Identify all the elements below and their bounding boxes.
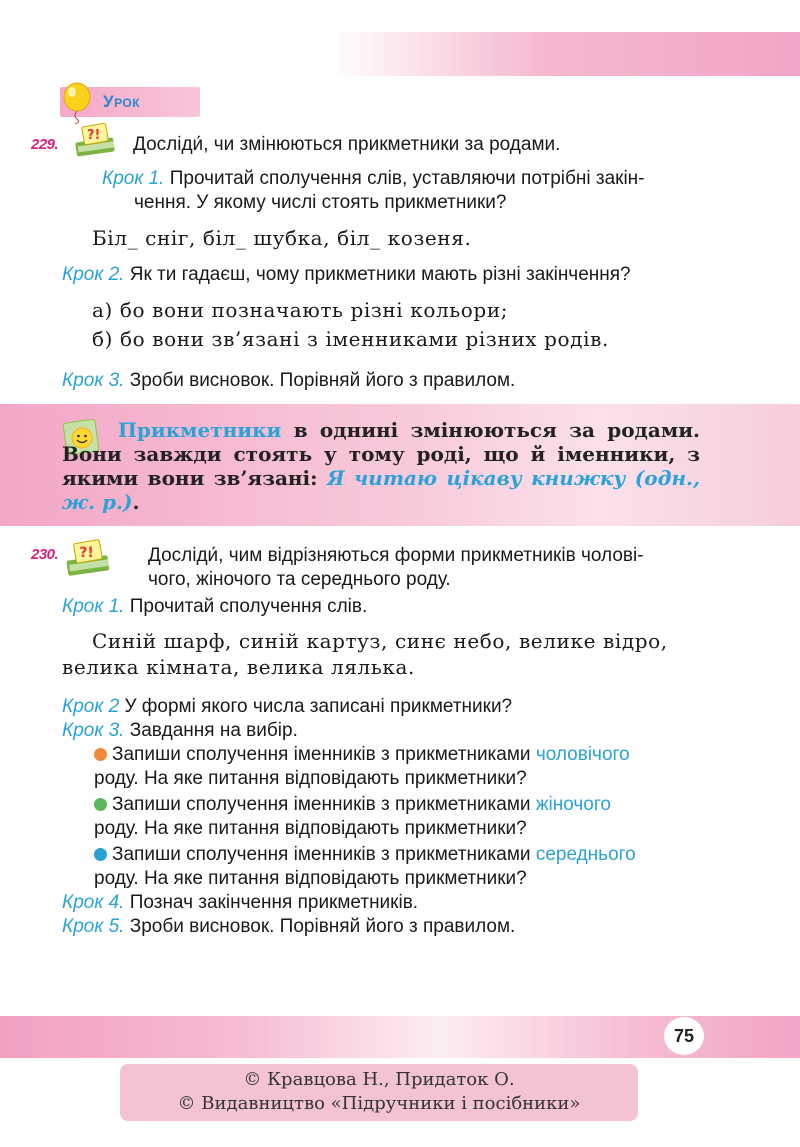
choice-3-line2: роду. На яке питання відповідають прикметники? <box>94 868 527 889</box>
step-text: Завдання на вибір. <box>129 720 298 741</box>
research-book-icon <box>73 122 119 160</box>
ex229-option-b: б) бо вони зв’язані з іменниками різних родів. <box>92 327 609 351</box>
ex229-step3 <box>62 368 515 393</box>
choice-3 <box>94 842 636 867</box>
exercise-230-title-line2: чого, жіночого та середнього роду. <box>148 569 451 590</box>
choice-text: Запиши сполучення іменників з прикметниками <box>112 844 536 865</box>
ex230-step4 <box>62 890 418 915</box>
step-text: Зроби висновок. Порівняй його з правилом. <box>129 370 516 391</box>
rule-example-end: книжку (одн., ж. р.) <box>62 466 700 514</box>
step-label: Крок 4. <box>62 892 125 913</box>
exercise-number-230: 230. <box>31 546 59 563</box>
choice-keyword: чоловічого <box>535 744 630 765</box>
step-label: Крок 2 <box>62 696 120 717</box>
copyright-authors: © Кравцова Н., Придаток О. <box>243 1069 515 1090</box>
ex229-option-a: а) бо вони позначають різні кольори; <box>92 298 509 322</box>
choice-1 <box>94 742 630 767</box>
ex229-step1 <box>102 166 712 191</box>
rule-example-bold: цікаву <box>446 466 522 490</box>
ex229-step1-cont: чення. У якому числі стоять прикметники? <box>134 192 507 213</box>
page-number: 75 <box>664 1017 704 1055</box>
step-label: Крок 3. <box>62 370 125 391</box>
step-label: Крок 1. <box>62 596 125 617</box>
step-text: Прочитай сполучення слів. <box>129 596 368 617</box>
copyright-publisher: © Видавництво «Підручники і посібники» <box>177 1093 581 1114</box>
step-label: Крок 2. <box>62 264 125 285</box>
research-book-icon <box>64 538 114 580</box>
step-text: Зроби висновок. Порівняй його з правилом. <box>129 916 516 937</box>
choice-2-line2: роду. На яке питання відповідають прикметники? <box>94 818 527 839</box>
exercise-230-title-line1: Досліди́, чим відрізняються форми прикметників чолові- <box>148 545 644 566</box>
ex229-step2 <box>62 262 631 287</box>
step-text: Познач закінчення прикметників. <box>129 892 419 913</box>
rule-period: . <box>132 490 140 514</box>
ex230-phrase-line2: велика кімната, велика лялька. <box>62 655 415 679</box>
choice-1-line2: роду. На яке питання відповідають прикметники? <box>94 768 527 789</box>
orange-dot-icon <box>94 748 107 761</box>
choice-text: Запиши сполучення іменників з прикметниками <box>112 794 536 815</box>
step-label: Крок 3. <box>62 720 125 741</box>
ex230-step5 <box>62 914 515 939</box>
step-text: Як ти гадаєш, чому прикметники мають різні закінчення? <box>129 264 631 285</box>
top-decor-band <box>330 32 800 76</box>
lesson-label: Урок <box>103 92 141 111</box>
rule-example: Я читаю <box>326 466 447 490</box>
choice-keyword: середнього <box>535 844 636 865</box>
svg-text:?!: ?! <box>87 128 101 143</box>
exercise-229-title: Досліди́, чи змінюються прикметники за родами. <box>133 134 561 155</box>
step-label: Крок 5. <box>62 916 125 937</box>
rule-term: Прикметники <box>118 418 282 442</box>
ex230-step1 <box>62 594 367 619</box>
copyright-box <box>120 1064 638 1121</box>
step-text: Прочитай сполучення слів, уставляючи потрібні закін- <box>169 168 645 189</box>
choice-2 <box>94 792 611 817</box>
step-label: Крок 1. <box>102 168 165 189</box>
ex230-phrase-line1: Синій шарф, синій картуз, синє небо, велике відро, <box>92 629 668 653</box>
choice-text: Запиши сполучення іменників з прикметниками <box>112 744 536 765</box>
exercise-number-229: 229. <box>31 136 59 153</box>
rule-text <box>62 418 700 514</box>
step-text: У формі якого числа записані прикметники? <box>124 696 513 717</box>
rule-body: в однині змінюються за родами. Вони завжди стоять у тому роді, що й іменники, з якими вони зв’язані: <box>62 418 700 490</box>
choice-keyword: жіночого <box>535 794 611 815</box>
svg-text:?!: ?! <box>79 544 94 561</box>
balloon-icon <box>60 82 96 124</box>
ex229-phrase: Біл_ сніг, біл_ шубка, біл_ козеня. <box>92 226 472 250</box>
blue-dot-icon <box>94 848 107 861</box>
ex230-step2 <box>62 694 512 719</box>
green-dot-icon <box>94 798 107 811</box>
ex230-step3 <box>62 718 298 743</box>
